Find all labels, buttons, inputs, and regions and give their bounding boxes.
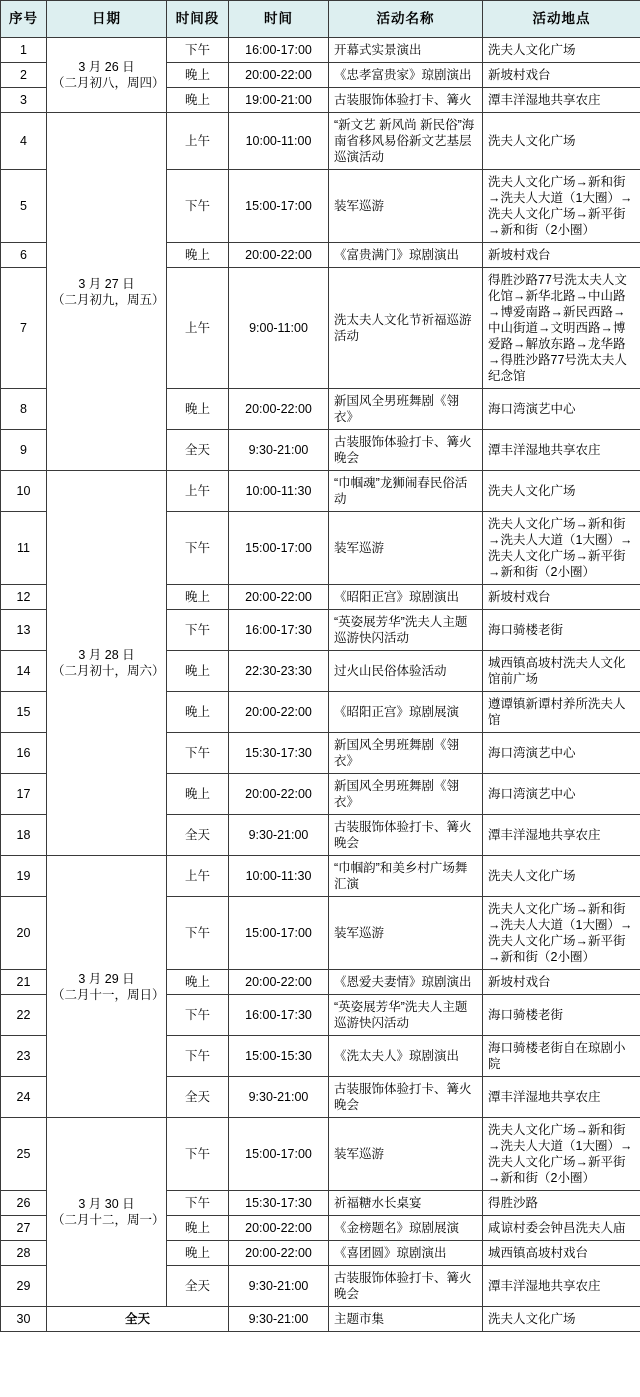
cell-no: 29 — [1, 1266, 47, 1307]
table-row — [1, 1307, 640, 1332]
table-row — [1, 1118, 640, 1191]
table-row — [1, 113, 640, 170]
cell-activity-place: 城西镇高坡村洗夫人文化馆前广场 — [483, 651, 640, 692]
cell-activity-name: 古装服饰体验打卡、篝火晚会 — [329, 1077, 483, 1118]
cell-day-part: 下午 — [167, 1191, 229, 1216]
cell-time: 9:00-11:00 — [229, 268, 329, 389]
cell-activity-place: 洗夫人文化广场 — [483, 471, 640, 512]
cell-time: 15:00-17:00 — [229, 1118, 329, 1191]
column-header-no: 序号 — [1, 1, 47, 38]
cell-time: 16:00-17:30 — [229, 610, 329, 651]
cell-day-part: 全天 — [167, 430, 229, 471]
cell-time: 22:30-23:30 — [229, 651, 329, 692]
date-line-lunar: （二月初八，周四） — [52, 76, 165, 90]
cell-activity-name: 祈福糖水长桌宴 — [329, 1191, 483, 1216]
date-line-primary: 3 月 30 日 — [78, 1197, 135, 1211]
cell-day-part: 上午 — [167, 113, 229, 170]
cell-activity-place: 新坡村戏台 — [483, 243, 640, 268]
cell-time: 20:00-22:00 — [229, 1241, 329, 1266]
cell-time: 20:00-22:00 — [229, 774, 329, 815]
cell-date — [47, 856, 167, 1118]
cell-time: 9:30-21:00 — [229, 1307, 329, 1332]
cell-no: 19 — [1, 856, 47, 897]
cell-activity-name: 古装服饰体验打卡、篝火晚会 — [329, 815, 483, 856]
cell-date-part-merged: 全天 — [47, 1307, 229, 1332]
cell-time: 15:00-17:00 — [229, 170, 329, 243]
cell-day-part: 下午 — [167, 512, 229, 585]
cell-time: 20:00-22:00 — [229, 692, 329, 733]
cell-no: 27 — [1, 1216, 47, 1241]
column-header-part: 时间段 — [167, 1, 229, 38]
date-line-primary: 3 月 29 日 — [78, 971, 135, 986]
cell-time: 10:00-11:00 — [229, 113, 329, 170]
cell-activity-place: 洗夫人文化广场→新和街→洗夫人大道（1大圈）→洗夫人文化广场→新平街→新和街（2小圈） — [483, 897, 640, 970]
cell-no: 30 — [1, 1307, 47, 1332]
cell-no: 6 — [1, 243, 47, 268]
cell-activity-place: 洗夫人文化广场→新和街→洗夫人大道（1大圈）→洗夫人文化广场→新平街→新和街（2小圈） — [483, 1118, 640, 1191]
cell-day-part: 晚上 — [167, 774, 229, 815]
cell-day-part: 晚上 — [167, 63, 229, 88]
cell-activity-place: 海口骑楼老街 — [483, 995, 640, 1036]
cell-day-part: 上午 — [167, 471, 229, 512]
cell-activity-place: 洗夫人文化广场 — [483, 856, 640, 897]
cell-time: 15:00-17:00 — [229, 897, 329, 970]
cell-activity-place: 潭丰洋湿地共享农庄 — [483, 1077, 640, 1118]
cell-time: 16:00-17:00 — [229, 38, 329, 63]
cell-day-part: 下午 — [167, 897, 229, 970]
cell-day-part: 晚上 — [167, 585, 229, 610]
cell-activity-place: 海口湾演艺中心 — [483, 389, 640, 430]
cell-activity-name: 古装服饰体验打卡、篝火晚会 — [329, 1266, 483, 1307]
cell-activity-name: 古装服饰体验打卡、篝火晚会 — [329, 430, 483, 471]
cell-no: 28 — [1, 1241, 47, 1266]
cell-activity-place: 新坡村戏台 — [483, 970, 640, 995]
cell-activity-place: 海口湾演艺中心 — [483, 733, 640, 774]
cell-time: 15:00-17:00 — [229, 512, 329, 585]
cell-day-part: 晚上 — [167, 692, 229, 733]
date-line-lunar: （二月初九，周五） — [52, 292, 165, 307]
cell-time: 20:00-22:00 — [229, 1216, 329, 1241]
cell-date — [47, 38, 167, 113]
column-header-date: 日期 — [47, 1, 167, 38]
cell-no: 26 — [1, 1191, 47, 1216]
cell-no: 8 — [1, 389, 47, 430]
cell-no: 18 — [1, 815, 47, 856]
date-line-primary: 3 月 26 日 — [78, 60, 135, 74]
cell-activity-place: 新坡村戏台 — [483, 63, 640, 88]
cell-time: 10:00-11:30 — [229, 856, 329, 897]
cell-time: 20:00-22:00 — [229, 243, 329, 268]
cell-time: 10:00-11:30 — [229, 471, 329, 512]
cell-activity-name: 《金榜题名》琼剧展演 — [329, 1216, 483, 1241]
cell-no: 14 — [1, 651, 47, 692]
cell-no: 11 — [1, 512, 47, 585]
cell-activity-name: 《昭阳正宫》琼剧演出 — [329, 585, 483, 610]
cell-day-part: 晚上 — [167, 970, 229, 995]
cell-activity-place: 潭丰洋湿地共享农庄 — [483, 815, 640, 856]
cell-no: 4 — [1, 113, 47, 170]
cell-day-part: 下午 — [167, 38, 229, 63]
cell-activity-name: 过火山民俗体验活动 — [329, 651, 483, 692]
cell-activity-name: 装军巡游 — [329, 1118, 483, 1191]
cell-activity-place: 新坡村戏台 — [483, 585, 640, 610]
cell-day-part: 下午 — [167, 1036, 229, 1077]
cell-activity-place: 海口湾演艺中心 — [483, 774, 640, 815]
table-row — [1, 38, 640, 63]
table-row — [1, 856, 640, 897]
cell-day-part: 晚上 — [167, 1216, 229, 1241]
cell-activity-name: 新国风全男班舞剧《翎衣》 — [329, 774, 483, 815]
cell-activity-name: 新国风全男班舞剧《翎衣》 — [329, 389, 483, 430]
table-row — [1, 471, 640, 512]
cell-no: 20 — [1, 897, 47, 970]
cell-time: 9:30-21:00 — [229, 430, 329, 471]
cell-day-part: 上午 — [167, 856, 229, 897]
table-header-row — [1, 1, 640, 38]
cell-activity-place: 洗夫人文化广场 — [483, 1307, 640, 1332]
cell-activity-place: 遵谭镇新谭村养所洗夫人馆 — [483, 692, 640, 733]
table-header — [1, 1, 640, 38]
cell-activity-name: 《恩爱夫妻情》琼剧演出 — [329, 970, 483, 995]
cell-time: 9:30-21:00 — [229, 1077, 329, 1118]
cell-no: 23 — [1, 1036, 47, 1077]
cell-time: 20:00-22:00 — [229, 63, 329, 88]
cell-activity-name: “英姿展芳华”洗夫人主题巡游快闪活动 — [329, 995, 483, 1036]
cell-activity-place: 海口骑楼老街自在琼剧小院 — [483, 1036, 640, 1077]
cell-day-part: 下午 — [167, 995, 229, 1036]
cell-date — [47, 471, 167, 856]
cell-activity-place: 城西镇高坡村戏台 — [483, 1241, 640, 1266]
cell-time: 19:00-21:00 — [229, 88, 329, 113]
cell-date — [47, 1118, 167, 1307]
cell-time: 9:30-21:00 — [229, 1266, 329, 1307]
cell-activity-place: 潭丰洋湿地共享农庄 — [483, 430, 640, 471]
cell-no: 16 — [1, 733, 47, 774]
cell-activity-place: 得胜沙路77号洗太夫人文化馆→新华北路→中山路→博爱南路→新民西路→中山街道→文明西路→博爱路→解放东路→龙华路→得胜沙路77号洗太夫人纪念馆 — [483, 268, 640, 389]
cell-day-part: 下午 — [167, 610, 229, 651]
cell-activity-name: 《昭阳正宫》琼剧展演 — [329, 692, 483, 733]
cell-activity-name: 《喜团圆》琼剧演出 — [329, 1241, 483, 1266]
cell-no: 12 — [1, 585, 47, 610]
cell-day-part: 晚上 — [167, 1241, 229, 1266]
cell-no: 25 — [1, 1118, 47, 1191]
column-header-name: 活动名称 — [329, 1, 483, 38]
cell-activity-place: 得胜沙路 — [483, 1191, 640, 1216]
cell-activity-name: 装军巡游 — [329, 897, 483, 970]
cell-day-part: 晚上 — [167, 651, 229, 692]
cell-activity-name: 装军巡游 — [329, 512, 483, 585]
cell-time: 15:30-17:30 — [229, 733, 329, 774]
date-line-lunar: （二月十一，周日） — [52, 987, 165, 1002]
cell-activity-name: “巾帼魂”龙狮闹春民俗活动 — [329, 471, 483, 512]
cell-date — [47, 113, 167, 471]
cell-no: 21 — [1, 970, 47, 995]
cell-time: 20:00-22:00 — [229, 970, 329, 995]
cell-activity-place: 咸谅村委会钟昌洗夫人庙 — [483, 1216, 640, 1241]
cell-time: 16:00-17:30 — [229, 995, 329, 1036]
cell-time: 15:00-15:30 — [229, 1036, 329, 1077]
cell-activity-place: 潭丰洋湿地共享农庄 — [483, 1266, 640, 1307]
cell-time: 20:00-22:00 — [229, 585, 329, 610]
cell-activity-place: 洗夫人文化广场→新和街→洗夫人大道（1大圈）→洗夫人文化广场→新平街→新和街（2小圈） — [483, 512, 640, 585]
cell-activity-name: “巾帼韵”和美乡村广场舞汇演 — [329, 856, 483, 897]
cell-day-part: 全天 — [167, 1266, 229, 1307]
cell-no: 15 — [1, 692, 47, 733]
cell-activity-place: 潭丰洋湿地共享农庄 — [483, 88, 640, 113]
cell-time: 20:00-22:00 — [229, 389, 329, 430]
column-header-place: 活动地点 — [483, 1, 640, 38]
cell-day-part: 全天 — [167, 815, 229, 856]
cell-activity-name: 开幕式实景演出 — [329, 38, 483, 63]
cell-no: 7 — [1, 268, 47, 389]
cell-activity-name: 洗太夫人文化节祈福巡游活动 — [329, 268, 483, 389]
cell-no: 5 — [1, 170, 47, 243]
cell-activity-place: 洗夫人文化广场→新和街→洗夫人大道（1大圈）→洗夫人文化广场→新平街→新和街（2小圈） — [483, 170, 640, 243]
cell-activity-name: 新国风全男班舞剧《翎衣》 — [329, 733, 483, 774]
cell-day-part: 下午 — [167, 733, 229, 774]
cell-no: 3 — [1, 88, 47, 113]
cell-day-part: 上午 — [167, 268, 229, 389]
cell-activity-name: 主题市集 — [329, 1307, 483, 1332]
date-line-primary: 3 月 28 日 — [78, 648, 135, 662]
cell-no: 24 — [1, 1077, 47, 1118]
cell-day-part: 下午 — [167, 1118, 229, 1191]
cell-activity-name: “新文艺 新风尚 新民俗”海南省移风易俗新文艺基层巡演活动 — [329, 113, 483, 170]
cell-activity-place: 洗夫人文化广场 — [483, 113, 640, 170]
date-line-primary: 3 月 27 日 — [78, 276, 135, 291]
cell-time: 15:30-17:30 — [229, 1191, 329, 1216]
cell-activity-name: 装军巡游 — [329, 170, 483, 243]
cell-time: 9:30-21:00 — [229, 815, 329, 856]
cell-activity-name: 《忠孝富贵家》琼剧演出 — [329, 63, 483, 88]
date-line-lunar: （二月初十，周六） — [52, 664, 165, 678]
column-header-time: 时间 — [229, 1, 329, 38]
cell-activity-place: 海口骑楼老街 — [483, 610, 640, 651]
cell-day-part: 晚上 — [167, 243, 229, 268]
cell-day-part: 晚上 — [167, 389, 229, 430]
cell-activity-name: 《洗太夫人》琼剧演出 — [329, 1036, 483, 1077]
cell-no: 17 — [1, 774, 47, 815]
cell-activity-place: 洗夫人文化广场 — [483, 38, 640, 63]
cell-activity-name: 《富贵满门》琼剧演出 — [329, 243, 483, 268]
cell-day-part: 全天 — [167, 1077, 229, 1118]
cell-activity-name: “英姿展芳华”洗夫人主题巡游快闪活动 — [329, 610, 483, 651]
date-line-lunar: （二月十二，周一） — [52, 1213, 165, 1227]
cell-no: 9 — [1, 430, 47, 471]
cell-no: 1 — [1, 38, 47, 63]
cell-day-part: 晚上 — [167, 88, 229, 113]
cell-no: 22 — [1, 995, 47, 1036]
cell-day-part: 下午 — [167, 170, 229, 243]
cell-no: 10 — [1, 471, 47, 512]
cell-no: 13 — [1, 610, 47, 651]
table-body — [1, 38, 640, 1332]
cell-activity-name: 古装服饰体验打卡、篝火 — [329, 88, 483, 113]
cell-no: 2 — [1, 63, 47, 88]
